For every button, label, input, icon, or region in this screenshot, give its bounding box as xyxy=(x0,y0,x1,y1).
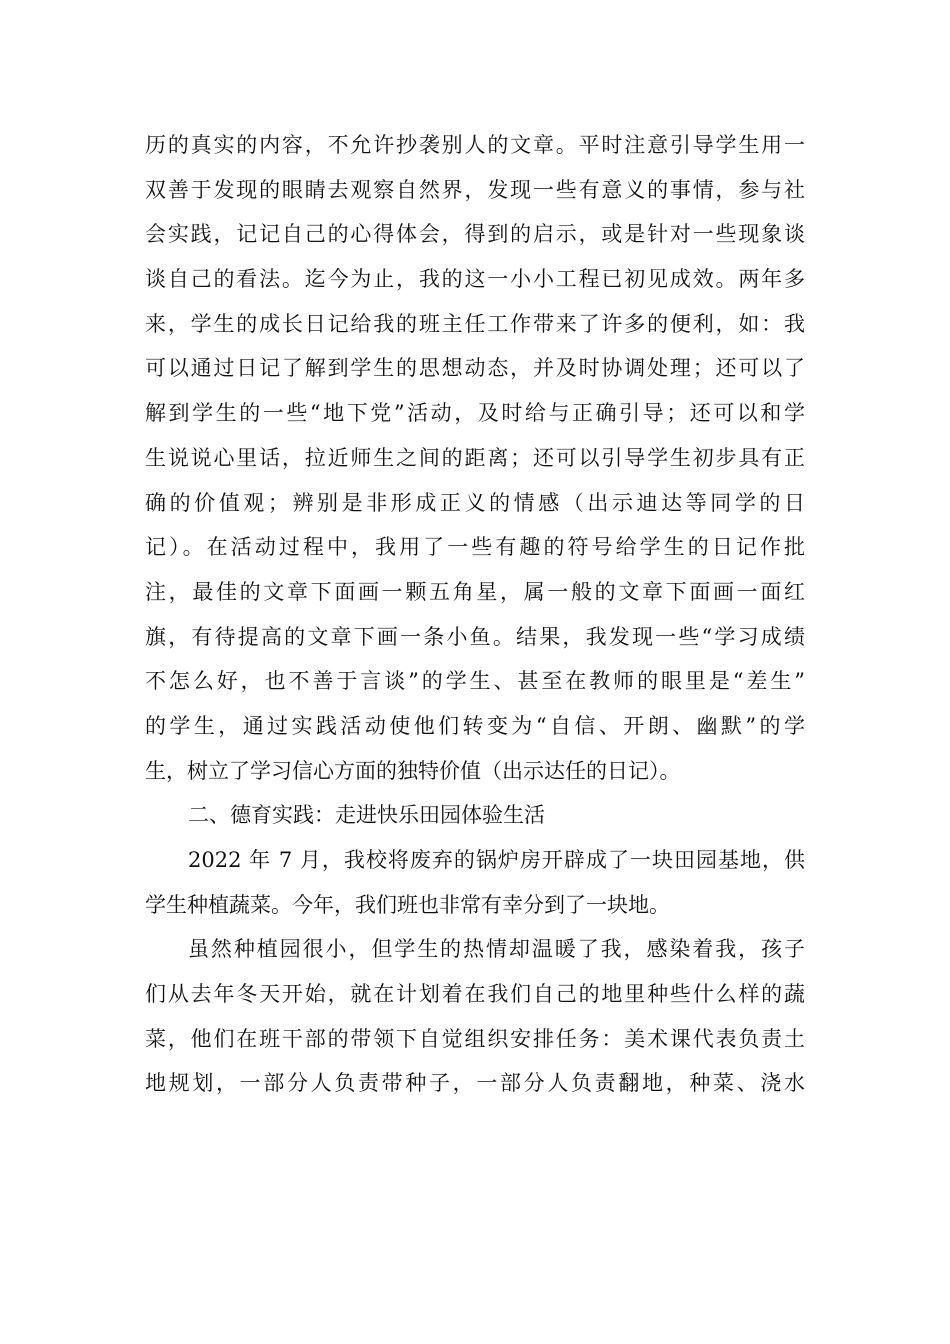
text-line: 解到学生的一些“地下党”活动，及时给与正确引导；还可以和学 xyxy=(145,401,805,426)
text-line: 生说说心里话，拉近师生之间的距离；还可以引导学生初步具有正 xyxy=(145,445,805,470)
text-line: 生，树立了学习信心方面的独特价值（出示达任的日记）。 xyxy=(145,758,681,783)
text-line: 双善于发现的眼睛去观察自然界，发现一些有意义的事情，参与社 xyxy=(145,177,805,202)
section-heading: 二、德育实践：走进快乐田园体验生活 xyxy=(188,803,545,828)
paragraph-diary xyxy=(145,123,805,793)
text-line: 们从去年冬天开始，就在计划着在我们自己的地里种些什么样的蔬 xyxy=(145,982,805,1007)
text-line: 记）。在活动过程中，我用了一些有趣的符号给学生的日记作批 xyxy=(145,535,805,560)
text-line: 会实践，记记自己的心得体会，得到的启示，或是针对一些现象谈 xyxy=(145,222,805,247)
text-line: 注，最佳的文章下面画一颗五角星，属一般的文章下面画一面红 xyxy=(145,579,805,604)
text-line: 可以通过日记了解到学生的思想动态，并及时协调处理；还可以了 xyxy=(145,356,805,381)
text-line: 地规划，一部分人负责带种子，一部分人负责翻地，种菜、浇水 xyxy=(145,1071,805,1096)
text-line: 确的价值观；辨别是非形成正义的情感（出示迪达等同学的日 xyxy=(145,490,805,515)
text-line: 的学生，通过实践活动使他们转变为“自信、开朗、幽默”的学 xyxy=(145,713,805,738)
text-line: 谈自己的看法。迄今为止，我的这一小小工程已初见成效。两年多 xyxy=(145,267,805,292)
text-line: 2022 年 7 月，我校将废弃的锅炉房开辟成了一块田园基地，供 xyxy=(188,848,805,872)
text-line: 菜，他们在班干部的带领下自觉组织安排任务：美术课代表负责土 xyxy=(145,1026,805,1051)
paragraph-garden-activity xyxy=(145,927,805,1106)
text-line: 历的真实的内容，不允许抄袭别人的文章。平时注意引导学生用一 xyxy=(145,133,805,157)
paragraph-garden-intro xyxy=(145,838,805,927)
text-line: 旗，有待提高的文章下画一条小鱼。结果，我发现一些“学习成绩 xyxy=(145,624,805,649)
text-line: 不怎么好，也不善于言谈”的学生、甚至在教师的眼里是“差生” xyxy=(145,669,805,694)
text-line: 虽然种植园很小，但学生的热情却温暖了我，感染着我，孩子 xyxy=(188,937,805,962)
text-line: 来，学生的成长日记给我的班主任工作带来了许多的便利，如：我 xyxy=(145,311,805,336)
document-page xyxy=(145,123,805,1106)
text-line: 学生种植蔬菜。今年，我们班也非常有幸分到了一块地。 xyxy=(145,892,670,917)
